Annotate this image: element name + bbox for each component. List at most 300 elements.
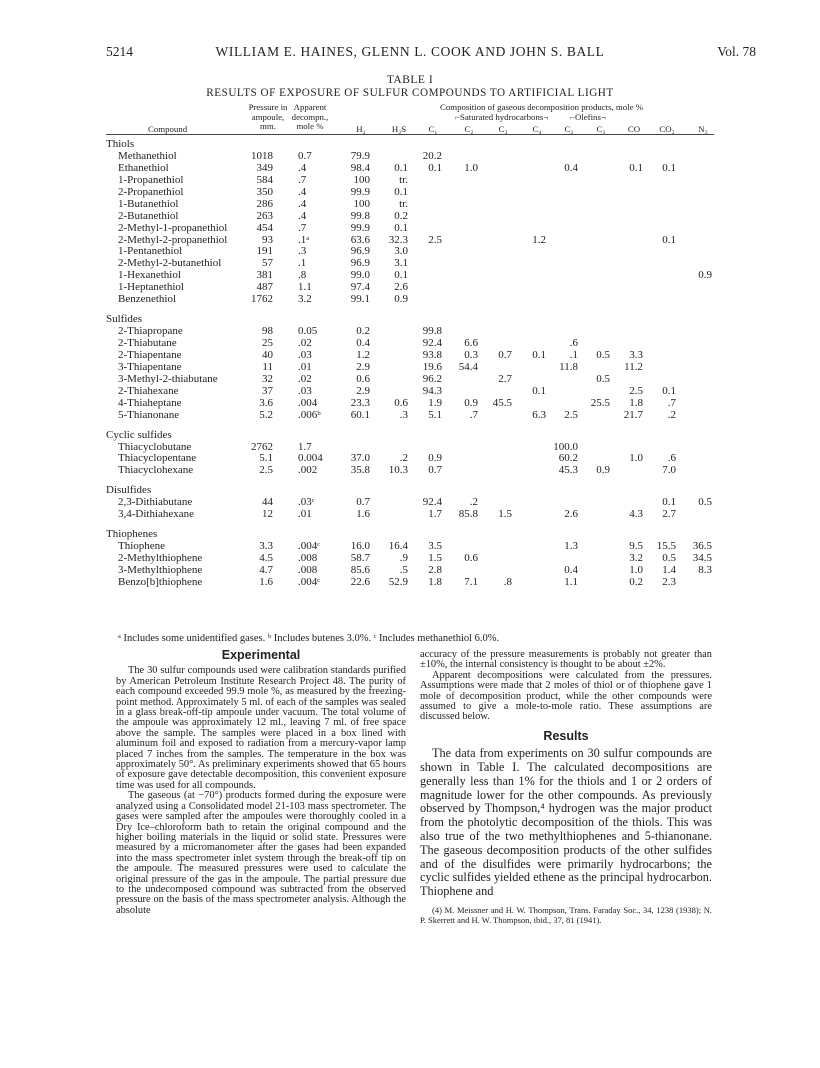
value-cell: .7 — [667, 396, 676, 409]
value-cell: 9.5 — [629, 540, 643, 553]
value-cell: 0.1 — [662, 161, 676, 174]
pressure-cell: 5.2 — [259, 408, 273, 421]
compound-name: 2-Propanethiol — [118, 185, 184, 198]
value-cell: 0.4 — [564, 161, 578, 174]
value-cell: 0.1 — [532, 384, 546, 397]
accuracy-paragraph: accuracy of the pressure measurements is probably not greater than ±10%, the internal consistency is thought to be about ±2%. — [420, 649, 712, 671]
pressure-cell: 3.6 — [259, 396, 273, 409]
pressure-cell: 454 — [256, 221, 273, 234]
pressure-cell: 2.5 — [259, 464, 273, 477]
value-cell: 2.8 — [428, 563, 442, 576]
pressure-cell: 350 — [256, 185, 273, 198]
value-cell: 2.7 — [662, 508, 676, 521]
header-saturated: ⌐Saturated hydrocarbons¬ — [455, 112, 549, 122]
row-gap — [0, 520, 820, 528]
value-cell: 2.9 — [356, 384, 370, 397]
value-cell: .6 — [569, 337, 578, 349]
table-row — [0, 441, 820, 453]
value-cell: 5.1 — [428, 408, 442, 421]
table-row — [0, 452, 820, 464]
table-row — [0, 409, 820, 421]
value-cell: 0.2 — [356, 325, 370, 338]
decomposition-cell: .8 — [298, 269, 307, 282]
table-row — [0, 552, 820, 564]
table-row — [0, 397, 820, 409]
compound-name: 2-Thiapentane — [118, 348, 182, 361]
value-cell: 23.3 — [350, 396, 370, 409]
pressure-cell: 57 — [262, 257, 273, 270]
compound-name: 1-Heptanethiol — [118, 281, 184, 294]
table-row — [0, 349, 820, 361]
table-row — [0, 361, 820, 373]
table-row — [0, 337, 820, 349]
decomposition-cell: .02 — [298, 372, 312, 385]
value-cell: 0.9 — [464, 396, 478, 409]
decomposition-cell: .02 — [298, 337, 312, 349]
value-cell: .9 — [399, 552, 408, 564]
compound-name: Thiacyclobutane — [118, 440, 192, 453]
value-cell: 0.1 — [394, 185, 408, 198]
results-heading: Results — [543, 728, 589, 743]
section-label: Cyclic sulfides — [106, 428, 172, 441]
table-row — [0, 281, 820, 293]
value-cell: 2.6 — [394, 281, 408, 294]
column-header: CO — [627, 124, 641, 134]
value-cell: 1.0 — [464, 161, 478, 174]
experimental-paragraph-2: The gaseous (at −70°) products formed during the exposure were analyzed using a Consolidated model 21-103 mass spectrometer. The gases were sampled after the ampoules were thoroughly cooled in a Dry Ice–chloroform bath to retain the original compound and the higher boiling materials in the liquid or solid state. Pressures were measured by a micromanometer after the gases had been expanded into the mass spectrometer inlet system through the break-off tip on the ampoule. The measured pressures were used to calculate the original pressure of the gas in the ampoule. The partial pressure due to the undecomposed compound was subtracted from the observed pressure on the basis of the mass spectrometer analysis. Although the absolute — [116, 790, 406, 916]
value-cell: 100 — [353, 197, 370, 210]
decomposition-cell: .004 — [298, 396, 318, 409]
section-label: Sulfides — [106, 313, 143, 326]
decomposition-cell: 3.2 — [298, 293, 312, 306]
value-cell: .6 — [667, 452, 676, 465]
value-cell: .2 — [667, 408, 676, 421]
value-cell: 45.3 — [558, 464, 578, 477]
value-cell: 54.4 — [458, 360, 478, 373]
row-gap — [0, 476, 820, 484]
value-cell: 2.5 — [428, 233, 442, 246]
value-cell: 2.5 — [629, 384, 643, 397]
value-cell: 99.9 — [350, 221, 370, 234]
compound-name: 2-Methyl-2-propanethiol — [118, 233, 228, 246]
compound-name: 3-Thiapentane — [118, 360, 182, 373]
value-cell: 0.6 — [394, 396, 408, 409]
header-composition: Composition of gaseous decomposition products, mole % — [440, 102, 644, 112]
decomposition-cell: .008 — [298, 563, 318, 576]
column-header: C₁ — [428, 124, 438, 134]
section-row — [0, 429, 820, 441]
decomposition-cell: 0.004 — [298, 452, 323, 465]
experimental-paragraph-1: The 30 sulfur compounds used were calibration standards purified by American Petroleum Institute Research Project 48. The purity of each compound exceeded 99.9 mole %, as measured by the freezing-point method. Approximately 5 ml. of each of the samples was sealed in a glass break-off-tip ampoule under vacuum. The total volume of the ampoule was approximately 12 ml., leaving 7 ml. of free space above the sample. The samples were placed in a box lined with aluminum foil and exposed to radiation from a mercury-vapor lamp placed 7 inches from the samples. The temperature in the box was approximately 50°. As preliminary experiments showed that 65 hours of exposure gave detectable decomposition, this convenient exposure time was used for all compounds. — [116, 665, 406, 791]
value-cell: 2.3 — [662, 575, 676, 588]
value-cell: 0.9 — [394, 293, 408, 306]
pressure-cell: 32 — [262, 372, 273, 385]
value-cell: 98.4 — [350, 161, 370, 174]
pressure-cell: 44 — [262, 496, 273, 509]
compound-name: 4-Thiaheptane — [118, 396, 182, 409]
table-row — [0, 385, 820, 397]
header-rule — [106, 134, 714, 135]
value-cell: 0.5 — [698, 496, 712, 509]
value-cell: 1.6 — [356, 508, 370, 521]
table-row — [0, 576, 820, 588]
value-cell: 0.4 — [356, 337, 370, 349]
section-label: Thiophenes — [106, 528, 158, 541]
page-number: 5214 — [106, 44, 133, 59]
decomposition-cell: .03 — [298, 348, 312, 361]
compound-name: 3-Methyl-2-thiabutane — [118, 372, 218, 385]
compound-name: Thiacyclopentane — [118, 452, 197, 465]
value-cell: 21.7 — [623, 408, 643, 421]
section-label: Disulfides — [106, 484, 152, 497]
value-cell: 22.6 — [350, 575, 370, 588]
value-cell: 0.1 — [662, 233, 676, 246]
value-cell: 2.5 — [564, 408, 578, 421]
value-cell: 0.7 — [428, 464, 442, 477]
value-cell: 85.6 — [350, 563, 370, 576]
decomposition-cell: 1.1 — [298, 281, 312, 294]
header-decomposition: Apparent decompn., mole % — [291, 102, 329, 131]
value-cell: 1.2 — [532, 233, 546, 246]
value-cell: 100.0 — [553, 440, 578, 453]
value-cell: 6.3 — [532, 408, 546, 421]
value-cell: .2 — [399, 452, 408, 465]
value-cell: 1.8 — [629, 396, 643, 409]
value-cell: 1.5 — [428, 552, 442, 564]
value-cell: 0.1 — [662, 496, 676, 509]
pressure-cell: 11 — [262, 360, 273, 373]
value-cell: 1.2 — [356, 348, 370, 361]
value-cell: 60.1 — [350, 408, 370, 421]
value-cell: 0.9 — [596, 464, 610, 477]
header-olefins: ⌐Olefins¬ — [570, 112, 606, 122]
results-paragraph: The data from experiments on 30 sulfur compounds are shown in Table I. The calculated decompositions are generally less than 1% for the thiols and 1 or 2 orders of magnitude lower for the other compounds. As previously observed by Thompson,⁴ hydrogen was the major product from the photolytic decomposition of the thiols. This was also true of the two methylthiophenes and 5-thianonane. The gaseous decomposition products of the other sulfides and of the disulfides were primarily hydrocarbons; the cyclic sulfides yielded ethene as the principal hydrocarbon. Thiophene and — [420, 746, 712, 899]
column-header: C₂ — [464, 124, 474, 134]
pressure-cell: 98 — [262, 325, 273, 338]
value-cell: 58.7 — [350, 552, 370, 564]
decomposition-cell: .006ᵇ — [298, 408, 321, 421]
value-cell: 97.4 — [350, 281, 370, 294]
value-cell: 25.5 — [590, 396, 610, 409]
row-gap — [0, 305, 820, 313]
column-header: H₂ — [356, 124, 366, 134]
value-cell: 0.5 — [662, 552, 676, 564]
value-cell: 10.3 — [388, 464, 408, 477]
decomposition-cell: 0.7 — [298, 149, 312, 162]
value-cell: 3.5 — [428, 540, 442, 553]
compound-name: 3,4-Dithiahexane — [118, 508, 195, 521]
value-cell: 1.5 — [498, 508, 512, 521]
pressure-cell: 5.1 — [259, 452, 273, 465]
value-cell: 1.9 — [428, 396, 442, 409]
value-cell: .7 — [469, 408, 478, 421]
pressure-cell: 286 — [256, 197, 273, 210]
table-row — [0, 540, 820, 552]
value-cell: 0.3 — [464, 348, 478, 361]
value-cell: 19.6 — [422, 360, 442, 373]
value-cell: 0.1 — [662, 384, 676, 397]
decomposition-cell: .4 — [298, 197, 307, 210]
pressure-cell: 263 — [256, 209, 273, 222]
value-cell: 45.5 — [492, 396, 512, 409]
running-header-authors: WILLIAM E. HAINES, GLENN L. COOK AND JOHN S. BALL — [215, 44, 605, 59]
table-label: TABLE I — [386, 74, 434, 86]
section-row — [0, 484, 820, 496]
value-cell: 1.3 — [564, 540, 578, 553]
value-cell: 0.9 — [428, 452, 442, 465]
table-row — [0, 293, 820, 305]
column-header: C₄ — [532, 124, 542, 134]
value-cell: 0.2 — [394, 209, 408, 222]
value-cell: 1.4 — [662, 563, 676, 576]
value-cell: 99.1 — [350, 293, 370, 306]
pressure-cell: 12 — [262, 508, 273, 521]
column-header: CO₂ — [659, 124, 675, 134]
experimental-section — [116, 650, 406, 916]
table-row — [0, 234, 820, 246]
value-cell: tr. — [399, 173, 408, 186]
value-cell: 16.0 — [350, 540, 370, 553]
table-row — [0, 269, 820, 281]
pressure-cell: 191 — [256, 245, 273, 258]
value-cell: 96.2 — [422, 372, 442, 385]
experimental-heading: Experimental — [221, 648, 301, 662]
value-cell: 36.5 — [692, 540, 712, 553]
value-cell: 11.8 — [559, 360, 578, 373]
table-row — [0, 174, 820, 186]
pressure-cell: 3.3 — [259, 540, 273, 553]
value-cell: 0.4 — [564, 563, 578, 576]
value-cell: 1.1 — [564, 575, 578, 588]
pressure-cell: 4.5 — [259, 552, 273, 564]
pressure-cell: 381 — [256, 269, 273, 282]
section-row — [0, 528, 820, 540]
value-cell: 1.0 — [629, 563, 643, 576]
value-cell: 92.4 — [422, 496, 442, 509]
value-cell: 4.3 — [629, 508, 643, 521]
compound-name: Benzo[b]thiophene — [118, 575, 203, 588]
value-cell: 3.3 — [629, 348, 643, 361]
value-cell: 2.9 — [356, 360, 370, 373]
compound-name: 2-Thiahexane — [118, 384, 179, 397]
column-header: C₃ — [596, 124, 606, 134]
value-cell: 96.9 — [350, 245, 370, 258]
pressure-cell: 1762 — [251, 293, 273, 306]
pressure-cell: 93 — [262, 233, 273, 246]
decomposition-cell: .03 — [298, 384, 312, 397]
compound-name: 5-Thianonane — [118, 408, 180, 421]
value-cell: 99.8 — [350, 209, 370, 222]
pressure-cell: 1.6 — [259, 575, 273, 588]
compound-name: 2,3-Dithiabutane — [118, 496, 193, 509]
compound-name: 2-Thiabutane — [118, 337, 177, 349]
table-footnote: ᵃ Includes some unidentified gases. ᵇ Includes butenes 3.0%. ᶜ Includes methanethiol 6.0%. — [118, 633, 500, 644]
right-column — [420, 650, 712, 925]
decomposition-cell: .1 — [298, 257, 307, 270]
value-cell: 15.5 — [656, 540, 676, 553]
value-cell: 0.9 — [698, 269, 712, 282]
table-row — [0, 210, 820, 222]
value-cell: .8 — [503, 575, 512, 588]
value-cell: 37.0 — [350, 452, 370, 465]
decomposition-cell: 1.7 — [298, 440, 312, 453]
section-row — [0, 313, 820, 325]
value-cell: .5 — [399, 563, 408, 576]
value-cell: 1.0 — [629, 452, 643, 465]
column-header: N₂ — [698, 124, 708, 134]
value-cell: 52.9 — [388, 575, 408, 588]
value-cell: 0.1 — [532, 348, 546, 361]
value-cell: 99.8 — [422, 325, 442, 338]
column-header: C₂ — [564, 124, 574, 134]
value-cell: 0.2 — [629, 575, 643, 588]
value-cell: 79.9 — [350, 149, 370, 162]
decomposition-cell: .03ᶜ — [298, 496, 315, 509]
decomposition-cell: 0.05 — [298, 325, 318, 338]
value-cell: 93.8 — [422, 348, 442, 361]
table-row — [0, 162, 820, 174]
table-row — [0, 373, 820, 385]
decomposition-cell: .4 — [298, 209, 307, 222]
compound-name: Methanethiol — [118, 149, 177, 162]
table-row — [0, 325, 820, 337]
compound-name: Thiophene — [118, 540, 166, 553]
value-cell: 2.6 — [564, 508, 578, 521]
table-row — [0, 508, 820, 520]
pressure-cell: 40 — [262, 348, 273, 361]
value-cell: 63.6 — [350, 233, 370, 246]
pressure-cell: 2762 — [251, 440, 273, 453]
column-header: C₃ — [498, 124, 508, 134]
value-cell: 1.7 — [428, 508, 442, 521]
pressure-cell: 349 — [256, 161, 273, 174]
decomposition-cell: .01 — [298, 508, 312, 521]
table-body — [0, 138, 820, 588]
compound-name: 1-Hexanethiol — [118, 269, 181, 282]
value-cell: 94.3 — [422, 384, 442, 397]
value-cell: 11.2 — [624, 360, 643, 373]
value-cell: 0.5 — [596, 348, 610, 361]
value-cell: 0.1 — [629, 161, 643, 174]
value-cell: 32.3 — [388, 233, 408, 246]
value-cell: 60.2 — [558, 452, 578, 465]
value-cell: 3.0 — [394, 245, 408, 258]
pressure-cell: 25 — [262, 337, 273, 349]
value-cell: 34.5 — [692, 552, 712, 564]
value-cell: 0.5 — [596, 372, 610, 385]
compound-name: Thiacyclohexane — [118, 464, 194, 477]
decomposition-cell: .3 — [298, 245, 307, 258]
header-pressure: Pressure in ampoule, mm. — [248, 102, 288, 131]
value-cell: 3.1 — [394, 257, 408, 270]
compound-name: 1-Butanethiol — [118, 197, 179, 210]
value-cell: 92.4 — [422, 337, 442, 349]
value-cell: 100 — [353, 173, 370, 186]
compound-name: Ethanethiol — [118, 161, 169, 174]
table-row — [0, 186, 820, 198]
value-cell: 0.6 — [464, 552, 478, 564]
header-compound: Compound — [148, 124, 188, 134]
compound-name: 1-Propanethiol — [118, 173, 184, 186]
decomposition-cell: .4 — [298, 185, 307, 198]
table-row — [0, 496, 820, 508]
compound-name: 2-Methyl-1-propanethiol — [118, 221, 228, 234]
value-cell: .3 — [399, 408, 408, 421]
value-cell: 0.1 — [394, 161, 408, 174]
compound-name: 2-Butanethiol — [118, 209, 179, 222]
row-gap — [0, 421, 820, 429]
value-cell: 7.0 — [662, 464, 676, 477]
decomposition-cell: .004ᶜ — [298, 540, 321, 553]
decomposition-cell: .002 — [298, 464, 318, 477]
table-row — [0, 464, 820, 476]
value-cell: 0.1 — [428, 161, 442, 174]
compound-name: 1-Pentanethiol — [118, 245, 183, 258]
pressure-cell: 1018 — [251, 149, 273, 162]
value-cell: 0.6 — [356, 372, 370, 385]
value-cell: 99.0 — [350, 269, 370, 282]
decomposition-cell: .01 — [298, 360, 312, 373]
value-cell: 2.7 — [498, 372, 512, 385]
decomposition-cell: .004ᶜ — [298, 575, 321, 588]
value-cell: .1 — [569, 348, 578, 361]
value-cell: 3.2 — [629, 552, 643, 564]
value-cell: 0.1 — [394, 221, 408, 234]
value-cell: 1.8 — [428, 575, 442, 588]
table-row — [0, 245, 820, 257]
value-cell: 6.6 — [464, 337, 478, 349]
table-row — [0, 222, 820, 234]
decomposition-cell: .008 — [298, 552, 318, 564]
pressure-cell: 4.7 — [259, 563, 273, 576]
compound-name: 2-Thiapropane — [118, 325, 183, 338]
value-cell: 0.1 — [394, 269, 408, 282]
footnote-4: (4) M. Meissner and H. W. Thompson, Trans. Faraday Soc., 34, 1238 (1938); N. P. Skerrett and H. W. Thompson, ibid., 37, 81 (1941). — [420, 905, 712, 926]
compound-name: Benzenethiol — [118, 293, 177, 306]
decomposition-paragraph: Apparent decompositions were calculated from the pressures. Assumptions were made that 2 moles of thiol or of thiophene gave 1 mole of decomposition product, while the other compounds were assumed to give a mole-to-mole ratio. These assumptions are discussed below. — [420, 669, 712, 723]
table-row — [0, 564, 820, 576]
value-cell: .2 — [469, 496, 478, 509]
decomposition-cell: .7 — [298, 173, 307, 186]
compound-name: 2-Methyl-2-butanethiol — [118, 257, 222, 270]
compound-name: 2-Methylthiophene — [118, 552, 203, 564]
value-cell: 35.8 — [350, 464, 370, 477]
value-cell: 0.7 — [498, 348, 512, 361]
value-cell: 99.9 — [350, 185, 370, 198]
section-label: Thiols — [106, 138, 135, 150]
table-row — [0, 198, 820, 210]
table-row — [0, 150, 820, 162]
value-cell: tr. — [399, 197, 408, 210]
column-header: H₂S — [391, 124, 407, 134]
decomposition-cell: .7 — [298, 221, 307, 234]
value-cell: 7.1 — [464, 575, 478, 588]
value-cell: 85.8 — [458, 508, 478, 521]
volume-label: Vol. 78 — [717, 44, 756, 59]
value-cell: 16.4 — [388, 540, 408, 553]
pressure-cell: 584 — [256, 173, 273, 186]
value-cell: 20.2 — [422, 149, 442, 162]
decomposition-cell: .4 — [298, 161, 307, 174]
value-cell: 96.9 — [350, 257, 370, 270]
table-title: RESULTS OF EXPOSURE OF SULFUR COMPOUNDS TO ARTIFICIAL LIGHT — [206, 87, 614, 99]
value-cell: 8.3 — [698, 563, 712, 576]
compound-name: 3-Methylthiophene — [118, 563, 203, 576]
pressure-cell: 487 — [256, 281, 273, 294]
value-cell: 0.7 — [356, 496, 370, 509]
decomposition-cell: .1ᵃ — [298, 233, 310, 246]
section-row — [0, 138, 820, 150]
